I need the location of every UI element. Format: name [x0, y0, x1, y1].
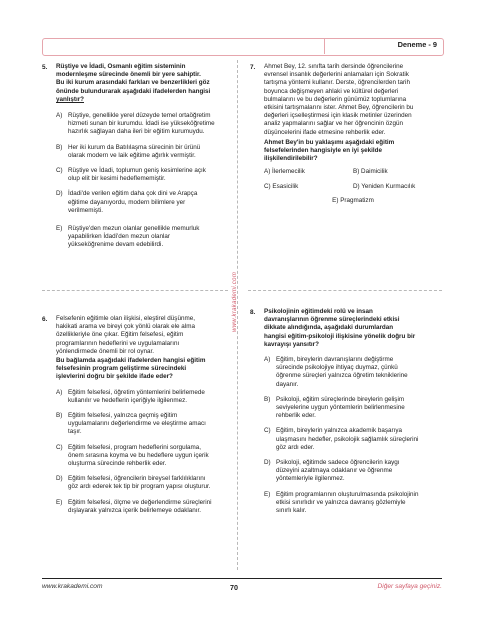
q6-stem: Bu bağlamda aşağıdaki ifadelerden hangisi eğitim felsefesinin program geliştirme sürecindeki işlevlerini doğru bir şekilde ifade eder?: [56, 357, 206, 381]
q7-option-d[interactable]: D) Yeniden Kurmacılık: [353, 182, 416, 190]
q6-option-a[interactable]: A) Eğitim felsefesi, öğretim yöntemlerini belirlemede kullanılır ve hedeflerin içeriğiyle ilgilenmez.: [56, 388, 205, 404]
q7-option-e[interactable]: E) Pragmatizm: [332, 196, 374, 204]
footer-rule: [42, 578, 442, 579]
q6-number: 6.: [42, 316, 48, 323]
q6-intro: Felsefenin eğitimle olan ilişkisi, eleştirel düşünme, hakikati arama ve bireyi çok yönlü olarak ele alma özellikleriyle öne çıkar. Eğitim felsefesi, eğitim programlarının hedeflerini ve uygulamalarını yönlendirmede önemli bir rol oynar.: [56, 315, 195, 355]
footer-website-link[interactable]: www.krakademi.com: [42, 583, 103, 590]
exam-label: Deneme - 9: [397, 40, 437, 49]
question-6: [56, 315, 232, 515]
q5-number: 5.: [42, 64, 48, 71]
right-row-divider: [248, 290, 442, 291]
question-5: [56, 63, 232, 250]
watermark-text: www.krakademi.com: [232, 271, 238, 332]
next-page-note: Diğer sayfaya geçiniz.: [377, 583, 442, 590]
q5-option-c[interactable]: C) Rüştiye ve İdadi, toplumun geniş kesimlerine açık olup elit bir kesimi hedeflememiştir.: [56, 167, 206, 183]
q8-option-e[interactable]: E) Eğitim programlarının oluşturulmasında psikolojinin etkisi sınırlıdır ve yalnızca davranış gözlemiyle sınırlı kalır.: [264, 490, 419, 515]
question-7: [264, 63, 442, 205]
q6-option-d[interactable]: D) Eğitim felsefesi, öğrencilerin bireysel farklılıklarını göz ardı ederek tek tip bir program yapısı oluşturur.: [56, 475, 211, 491]
header-bar: [42, 38, 444, 56]
left-row-divider: [42, 290, 228, 291]
q6-option-c[interactable]: C) Eğitim felsefesi, program hedeflerini sorgulama, önem sırasına koyma ve bu hedeflere uygun içerik oluşturma sürecinde rehberlik eder.: [56, 443, 209, 468]
q8-number: 8.: [250, 309, 256, 316]
q7-number: 7.: [250, 64, 256, 71]
q8-option-b[interactable]: B) Psikoloji, eğitim süreçlerinde bireylerin gelişim seviyelerine uygun yöntemlerin belirlenmesine rehberlik eder.: [264, 395, 405, 420]
q8-option-d[interactable]: D) Psikoloji, eğitimde sadece öğrencilerin kaygı düzeyini azaltmaya odaklanır ve öğrenme yöntemleriyle ilgilenmez.: [264, 459, 400, 483]
q6-option-e[interactable]: E) Eğitim felsefesi, ölçme ve değerlendirme süreçlerini dışlayarak yalnızca içerik belirlemeye odaklanır.: [56, 498, 212, 514]
q7-option-c[interactable]: C) Esasicilik: [264, 182, 299, 190]
q5-option-e[interactable]: E) Rüştiye'den mezun olanlar genellikle memurluk yapabilirken İdadi'den mezun olanlar yükseköğrenime devam edebilirdi.: [56, 225, 200, 249]
page-number: 70: [230, 583, 238, 592]
q8-stem: Psikolojinin eğitimdeki rolü ve insan davranışlarının öğrenme süreçlerindeki etkisi dikkate alındığında, aşağıdaki durumlardan hangisi eğitim-psikoloji ilişkisine yönelik doğru bir kavrayışı yansıtır?: [264, 308, 416, 348]
q5-option-a[interactable]: A) Rüştiye, genellikle yerel düzeyde temel ortaöğretim hizmeti sunan bir kurumdu. İdadi ise yükseköğretime hazırlık sağlayan daha ileri bir eğitim kurumuydu.: [56, 112, 215, 136]
q7-stem: Ahmet Bey'in bu yaklaşımı aşağıdaki eğitim felsefelerinden hangisiyle en iyi şekilde ilişkilendirilebilir?: [264, 138, 395, 163]
question-8: [264, 308, 442, 515]
q8-option-c[interactable]: C) Eğitim, bireylerin yalnızca akademik başarıya ulaşmasını hedefler, psikolojik sağlamlık süreçlerini göz ardı eder.: [264, 427, 419, 451]
q7-option-b[interactable]: B) Daimicilik: [353, 168, 388, 176]
q7-option-a[interactable]: A) İlerlemecilik: [264, 168, 305, 176]
q7-intro: Ahmet Bey, 12. sınıfta tarih dersinde öğrencilerine evrensel insanlık değerlerini anlamaları için Sokratik tartışma yöntemi kullanır. Derste, öğrencilerden tarih boyunca değişmeyen ahlaki ve kültürel değerleri bulmalarını ve bu değerlerin günümüz toplumlarına etkisini tartışmalarını ister. Ahmet Bey, öğrencilerin bu değerleri içselleştirmesi için klasik metinler üzerinden analiz yapmalarını sağlar ve her öğrencinin özgün düşüncelerini ifade etmesine rehberlik eder.: [264, 63, 414, 136]
q5-option-b[interactable]: B) Her iki kurum da Batılılaşma sürecinin bir ürünü olarak modern ve laik eğitime ağırlık vermiştir.: [56, 143, 201, 159]
q5-stem: Rüştiye ve İdadi, Osmanlı eğitim sisteminin modernleşme sürecinde önemli bir yere sahiptir. Bu iki kurum arasındaki farkları ve benzerlikleri göz önünde bulundurarak aşağıdaki ifadelerden hangisi yanlıştır?: [56, 63, 211, 103]
q7-options: [264, 168, 442, 190]
q6-option-b[interactable]: B) Eğitim felsefesi, yalnızca geçmiş eğitim uygulamalarını değerlendirme ve eleştirme amacı taşır.: [56, 412, 206, 436]
q8-option-a[interactable]: A) Eğitim, bireylerin davranışlarını değiştirme sürecinde psikolojiye ihtiyaç duymaz, çünkü öğrenme süreçleri yalnızca öğretim tekniklerine dayanır.: [264, 356, 408, 388]
q5-option-d[interactable]: D) İdadi'de verilen eğitim daha çok dini ve Arapça eğitime dayanıyordu, modern bilimlere yer verilmemişti.: [56, 190, 198, 214]
